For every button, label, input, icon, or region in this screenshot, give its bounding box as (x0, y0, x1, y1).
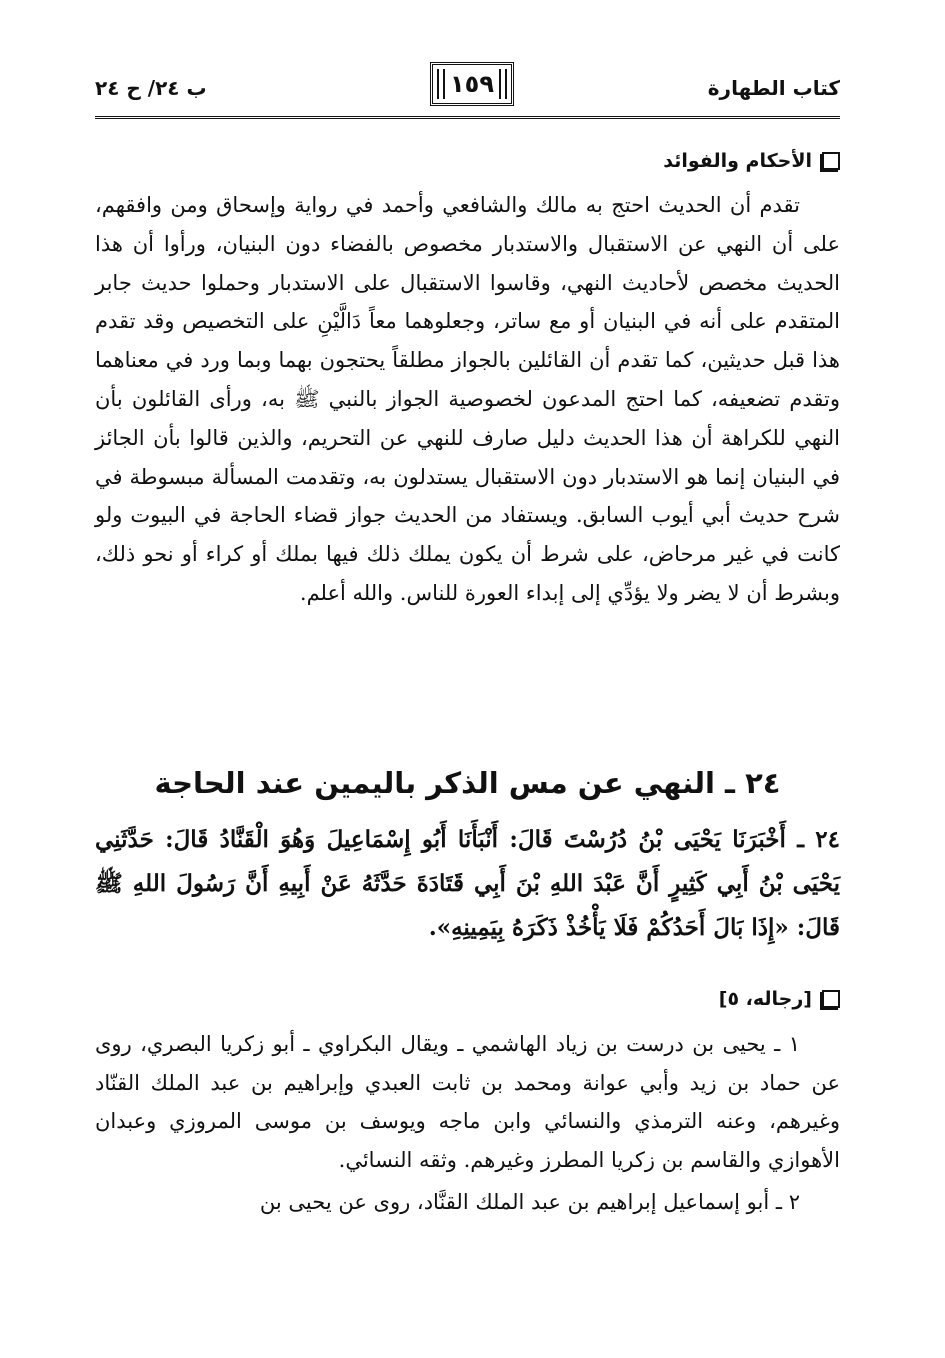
header-divider (95, 116, 840, 119)
narrator-entry: ١ ـ يحيى بن درست بن زياد الهاشمي ـ ويقال البكراوي ـ أبو زكريا البصري، روى عن حماد بن زيد وأبي عوانة ومحمد بن ثابت العبدي وإبراهيم بن عبد الملك القنّاد وغيرهم، وعنه الترمذي والنسائي وابن ماجه ويوسف بن موسى المروزي وعبدان الأهوازي والقاسم بن زكريا المطرز وغيرهم. وثقه النسائي. (95, 1032, 840, 1172)
narrator-entry: ٢ ـ أبو إسماعيل إبراهيم بن عبد الملك القنَّاد، روى عن يحيى بن (259, 1190, 800, 1215)
page-header (95, 62, 840, 112)
rulings-paragraph: تقدم أن الحديث احتج به مالك والشافعي وأحمد في رواية وإسحاق ومن وافقهم، على أن النهي عن الاستقبال والاستدبار مخصوص بالفضاء دون البنيان، ورأوا أن هذا الحديث مخصص لأحاديث النهي، وقاسوا الاستقبال على الاستدبار وحملوا حديث جابر المتقدم على أنه في البنيان أو مع ساتر، وجعلوهما معاً دَالَّيْنِ على التخصيص وقد تقدم هذا قبل حديثين، كما تقدم أن القائلين بالجواز مطلقاً يحتجون بهما وبما ورد في معناهما وتقدم تضعيفه، كما احتج المدعون لخصوصية الجواز بالنبي ﷺ به، ورأى القائلون بأن النهي للكراهة أن هذا الحديث دليل صارف للنهي عن التحريم، والذين قالوا بأن الجائز في البنيان إنما هو الاستدبار دون الاستقبال يستدلون به، وتقدمت المسألة مبسوطة في شرح حديث أبي أيوب السابق. ويستفاد من الحديث جواز قضاء الحاجة في البيوت ولو كانت في غير مرحاض، على شرط أن يكون يملك ذلك فيها بملك أو كراء أو نحو ذلك، وبشرط أن لا يضر ولا يؤدِّي إلى إبداء العورة للناس. والله أعلم. (95, 193, 840, 605)
section-heading-narrators (719, 988, 840, 1010)
narrators-body (95, 1025, 840, 1222)
section-heading-rulings (663, 150, 840, 172)
checkbox-icon (822, 990, 840, 1008)
section-heading-text: الأحكام والفوائد (663, 150, 812, 172)
hadith-text-block (95, 818, 840, 950)
section-heading-text: [رجاله، ٥] (718, 988, 812, 1010)
rulings-body (95, 186, 840, 613)
checkbox-icon (822, 152, 840, 170)
chapter-reference: ب ٢٤/ ح ٢٤ (95, 76, 207, 100)
hadith-text: ٢٤ ـ أَخْبَرَنَا يَحْيَى بْنُ دُرُسْتَ قَالَ: أَنْبَأَنَا أَبُو إِسْمَاعِيلَ وَهُوَ الْقَنَّادُ قَالَ: حَدَّثَنِي يَحْيَى بْنُ أَبِي كَثِيرٍ أَنَّ عَبْدَ اللهِ بْنَ أَبِي قَتَادَةَ حَدَّثَهُ عَنْ أَبِيهِ أَنَّ رَسُولَ اللهِ ﷺ قَالَ: «إِذَا بَالَ أَحَدُكُمْ فَلَا يَأْخُذْ ذَكَرَهُ بِيَمِينِهِ». (95, 826, 840, 941)
page-number: ١٥٩ (430, 62, 514, 106)
chapter-title: ٢٤ ـ النهي عن مس الذكر باليمين عند الحاجة (154, 766, 781, 800)
running-title: كتاب الطهارة (707, 76, 840, 100)
